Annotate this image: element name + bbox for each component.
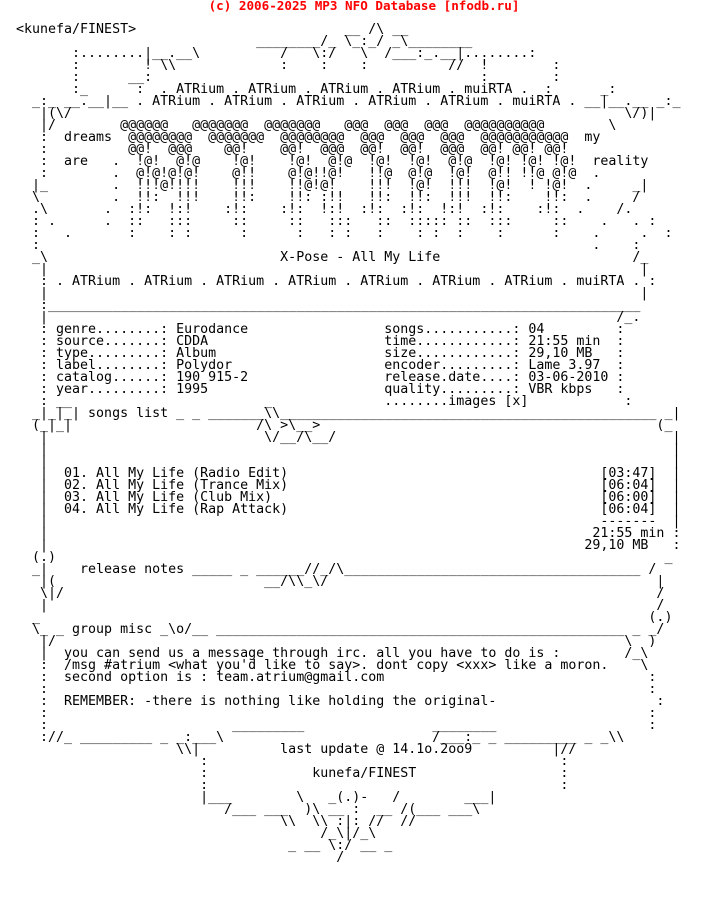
site-copyright-header: (c) 2006-2025 MP3 NFO Database [nfodb.ru] bbox=[208, 0, 520, 13]
nfo-ascii-art-body: <kunefa/FINEST> __ /\ __ ________/_ \_:_/ _\________ :........|__.__\ / \:/ \ /___:_.__|........: : ! \\ : : : // ! : : __: :__ : :_ : . ATRium . ATRium . ATRium . ATRium . muiRTA . : _: _:_ __.__|__ . ATRium . ATRium . ATRium . ATRium . ATRium . muiRTA . __|__.__ _:_ |(\/ \/)| |/ @@@@@@ @@@@@@@ @@@@@@@ @@@ @@@ @@@ @@@@@@@@@@ \ : dreams @@@@@@@@ @@@@@@@ @@@@@@@@ @@@ @@@ @@@ @@@@@@@@@@@ my : @@! @@@ @@! @@! @@@ @@! @@! @@@ @@! @@! @@! : are . !@! @!@ !@! !@! @!@ !@! !@! @!@ !@! !@! !@! reality : . @!@!@!@! @!! @!@!!@! !!@ @!@ !@! @!! !!@ @!@ . |_ . !!!@!!!! !!! !!@!@! !!! !@! !!! !@! ! !@! . _| \ . !!: !!! !!: !!: :!! !!: !!: !!! !!: !!: . / .\ . :!: !:! :!: :!: !:! :!: :!: !:! :!: :!: . /. : . . :: ::: :: :: ::: :: ::::: :: ::: :: . . : : . : : : : : : : : : : : : : . . : : . : _\ X-Pose - All My Life /_ | | : . ATRium . ATRium . ATRium . ATRium . ATRium . ATRium . ATRium . muiRTA . : | | :__________________________________________________________________________ | /_. : genre........: Eurodance songs...........: 04 : : source.......: CDDA time............: 21:55 min : : type.........: Album size............: 29,10 MB : : label........: Polydor encoder.........: Lame 3.97 : : catalog......: 190 915-2 release.date....: 03-06-2010 : : year.........: 1995 quality.........: VBR kbps : : __ _ ........images [x] : _|_|_| songs list _ _ _______\\_______________________________________________ _| (_|_| /\ >\__> (_ | \/__/\__/ | | | | | | 01. All My Life (Radio Edit) [03:47] | | 02. All My Life (Trance Mix) [06:04] | | 03. All My Life (Club Mix) [06:00] | | 04. All My Life (Rap Attack) [06:04] | | ------- | | 21:55 min : | 29,10 MB : (.) _ _| release notes _____ _ ______//_/\_____________________________________ / |( __/\\_\/ | \|/ / | / _ (.) \_ _ group misc _\o/__ ___________________________________________________ _ _/ |/ \ ) | you can send us a message through irc. all you have to do is : /_\ : /msg #atrium <what you'd like to say>. dont copy <xxx> like a moron. \ : second option is : team.atrium@gmail.com : : : : REMEMBER: -there is nothing like holding the original- : : : : _________ ________ : ://_ _________ _ _:___\ /___:_ _ _________ _ _\\ \\| last update @ 14.1o.2oo9 |// : : : kunefa/FINEST : : : |___ \ _(.)- / ___| /___ ___ )\ __ : __ /(___ ___\ \\ \\ :|: // // /_\|/_\ _ __ \:/ __ _ / bbox=[16, 22, 681, 865]
